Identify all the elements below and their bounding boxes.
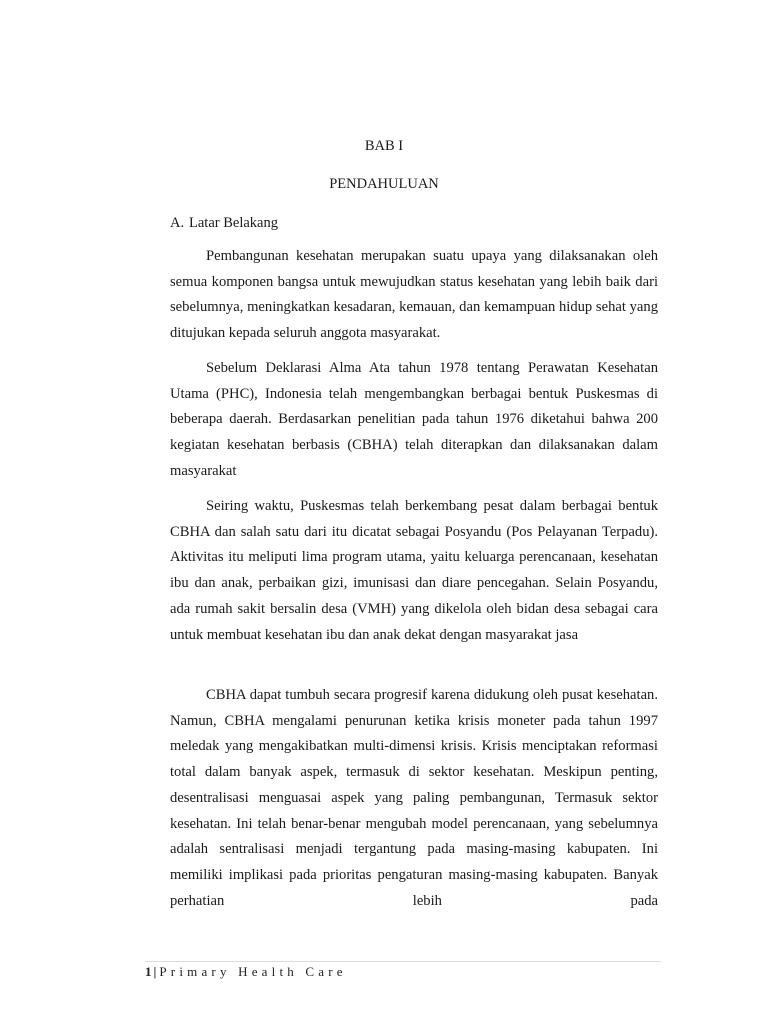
chapter-title: PENDAHULUAN <box>329 176 439 192</box>
paragraph-4: CBHA dapat tumbuh secara progresif karena didukung oleh pusat kesehatan. Namun, CBHA mengalami penurunan ketika krisis moneter pada tahun 1997 meledak yang mengakibatkan multi-dimensi krisis. Krisis menciptakan reformasi total dalam banyak aspek, termasuk di sektor kesehatan. Meskipun penting, desentralisasi menguasai aspek yang paling pembangunan, Termasuk sektor kesehatan. Ini telah benar-benar mengubah model perencanaan, yang sebelumnya adalah sentralisasi menjadi tergantung pada masing-masing kabupaten. Ini memiliki implikasi pada prioritas pengaturan masing-masing kabupaten. Banyak perhatian lebih pada <box>170 687 658 909</box>
paragraph-3: Seiring waktu, Puskesmas telah berkembang pesat dalam berbagai bentuk CBHA dan salah satu dari itu dicatat sebagai Posyandu (Pos Pelayanan Terpadu). Aktivitas itu meliputi lima program utama, yaitu keluarga perencanaan, kesehatan ibu dan anak, perbaikan gizi, imunisasi dan diare pencegahan. Selain Posyandu, ada rumah sakit bersalin desa (VMH) yang dikelola oleh bidan desa sebagai cara untuk membuat kesehatan ibu dan anak dekat dengan masyarakat jasa <box>170 498 658 643</box>
section-title: Latar Belakang <box>189 215 278 231</box>
footer-document-name: Primary Health Care <box>159 964 347 979</box>
paragraph-2: Sebelum Deklarasi Alma Ata tahun 1978 tentang Perawatan Kesehatan Utama (PHC), Indonesia telah mengembangkan berbagai bentuk Puskesmas di beberapa daerah. Berdasarkan penelitian pada tahun 1976 diketahui bahwa 200 kegiatan kesehatan berbasis (CBHA) telah diterapkan dan dilaksanakan dalam masyarakat <box>170 360 658 479</box>
paragraph-1: Pembangunan kesehatan merupakan suatu upaya yang dilaksanakan oleh semua komponen bangsa untuk mewujudkan status kesehatan yang lebih baik dari sebelumnya, meningkatkan kesadaran, kemauan, dan kemampuan hidup sehat yang ditujukan kepada seluruh anggota masyarakat. <box>170 248 658 342</box>
section-heading <box>170 214 278 232</box>
page-number: 1 <box>145 964 152 979</box>
footer-divider <box>145 961 661 962</box>
page-footer <box>145 964 347 980</box>
footer-separator: | <box>153 964 157 979</box>
chapter-heading: BAB I <box>364 138 404 154</box>
section-number: A. <box>170 215 185 231</box>
